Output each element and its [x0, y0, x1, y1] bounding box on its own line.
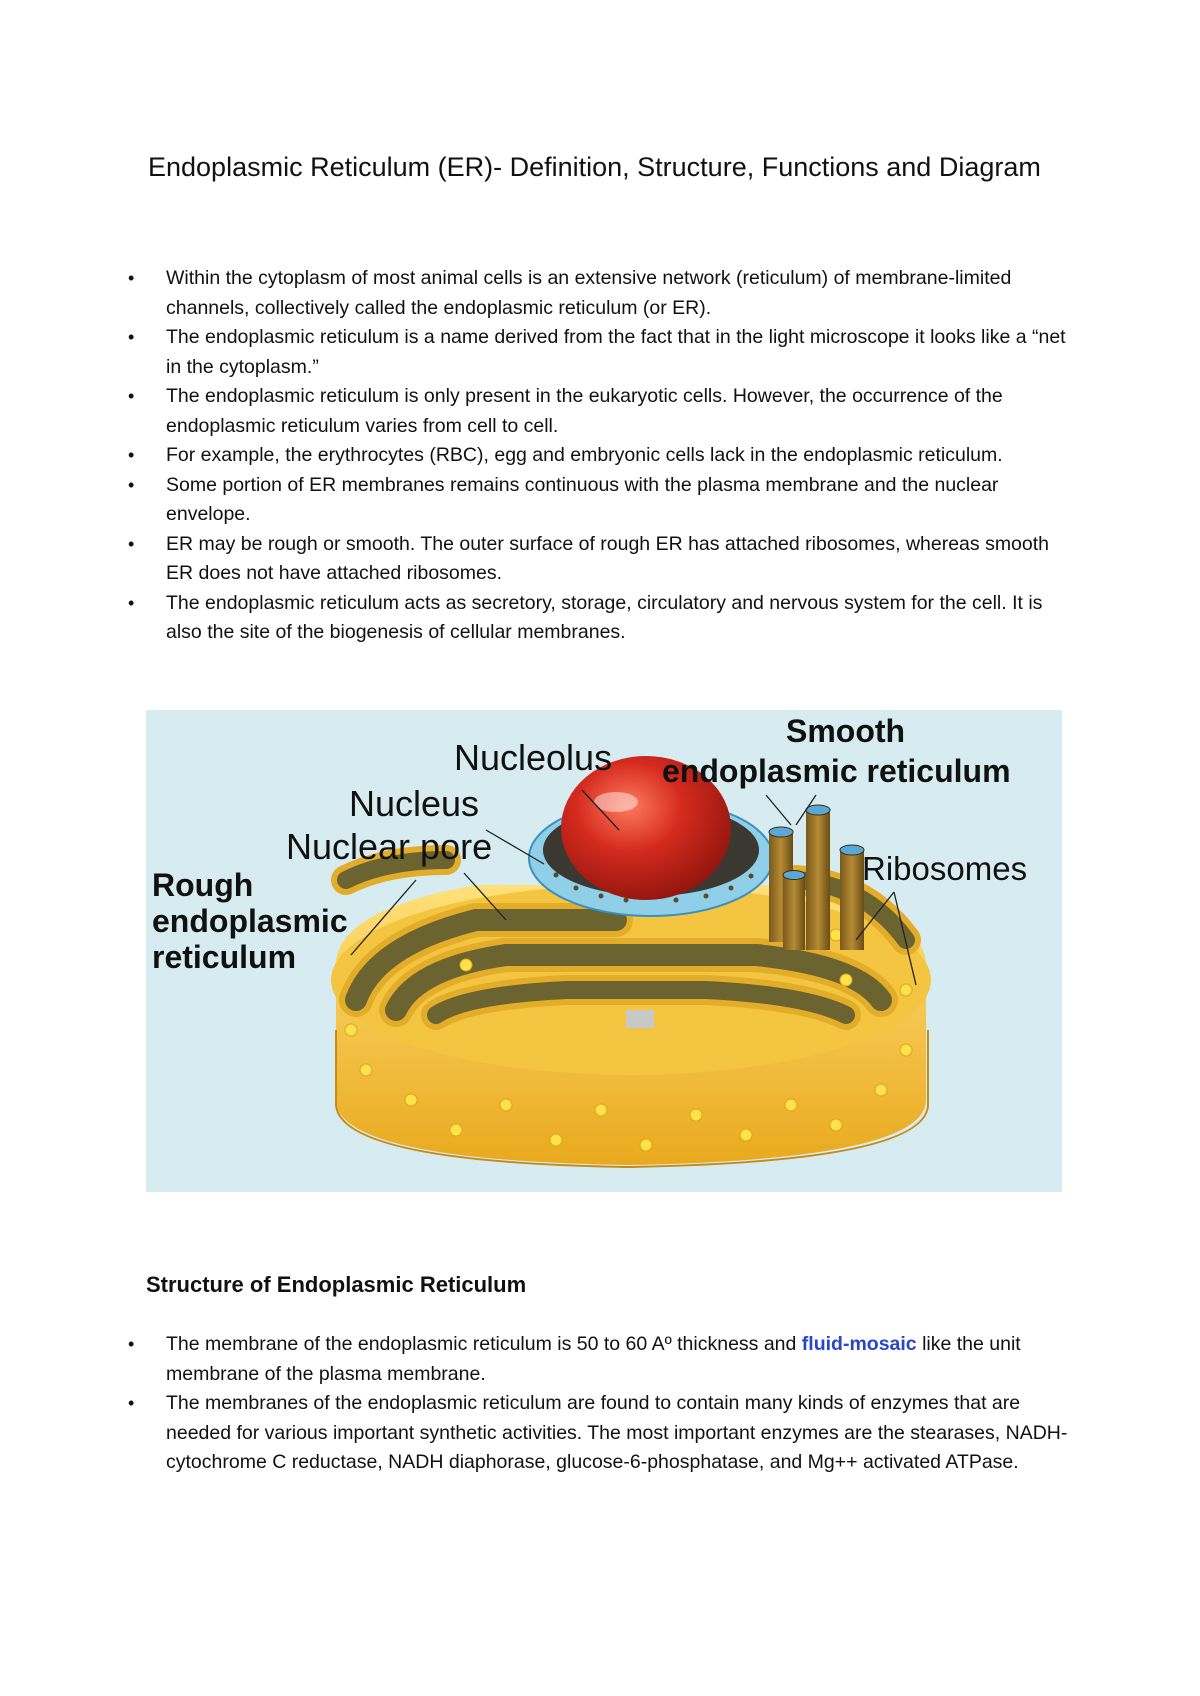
fluid-mosaic-link[interactable]: fluid-mosaic: [801, 1333, 917, 1355]
structure-bullet-list: [128, 1330, 1068, 1478]
er-diagram: [146, 710, 1062, 1192]
intro-bullet-list: [128, 264, 1068, 648]
label-rough-er-2: endoplasmic: [152, 903, 348, 939]
list-item: • Within the cytoplasm of most animal cells is an extensive network (reticulum) of membrane-limited channels, collectively called the endoplasmic reticulum (or ER).: [128, 264, 1068, 323]
label-ribosomes: Ribosomes: [862, 850, 1028, 887]
nucleolus-highlight: [594, 792, 638, 812]
list-item: • The endoplasmic reticulum acts as secretory, storage, circulatory and nervous system for the cell. It is also the site of the biogenesis of cellular membranes.: [128, 589, 1068, 648]
list-item: • Some portion of ER membranes remains continuous with the plasma membrane and the nuclear envelope.: [128, 471, 1068, 530]
list-item: • The endoplasmic reticulum is a name derived from the fact that in the light microscope it looks like a “net in the cytoplasm.”: [128, 323, 1068, 382]
label-smooth-er-2: endoplasmic reticulum: [662, 753, 1011, 789]
list-item: [128, 1330, 1068, 1389]
label-nucleolus: Nucleolus: [454, 737, 613, 778]
bullet-text: The membrane of the endoplasmic reticulum is 50 to 60 Aº thickness and: [166, 1333, 802, 1355]
smooth-er-tubes: [769, 805, 864, 950]
label-nuclear-pore: Nuclear pore: [286, 826, 493, 867]
er-diagram-svg: [146, 710, 1062, 1192]
list-item: • ER may be rough or smooth. The outer surface of rough ER has attached ribosomes, whereas smooth ER does not have attached ribosomes.: [128, 530, 1068, 589]
section-heading: Structure of Endoplasmic Reticulum: [146, 1272, 527, 1297]
list-item: • The membranes of the endoplasmic reticulum are found to contain many kinds of enzymes that are needed for various important synthetic activities. The most important enzymes are the stearases, NADH-cytochrome C reductase, NADH diaphorase, glucose-6-phosphatase, and Mg++ activated ATPase.: [128, 1389, 1068, 1478]
list-item: • The endoplasmic reticulum is only present in the eukaryotic cells. However, the occurrence of the endoplasmic reticulum varies from cell to cell.: [128, 382, 1068, 441]
label-smooth-er-1: Smooth: [786, 713, 906, 749]
label-rough-er-3: reticulum: [152, 939, 297, 975]
page-title: Endoplasmic Reticulum (ER)- Definition, Structure, Functions and Diagram: [148, 152, 1041, 182]
label-nucleus: Nucleus: [349, 783, 480, 824]
bullet-text: like the unit membrane of the plasma membrane.: [166, 1333, 1021, 1385]
list-item: • For example, the erythrocytes (RBC), egg and embryonic cells lack in the endoplasmic reticulum.: [128, 441, 1068, 471]
label-rough-er-1: Rough: [152, 867, 254, 903]
er-gap: [626, 1010, 654, 1028]
